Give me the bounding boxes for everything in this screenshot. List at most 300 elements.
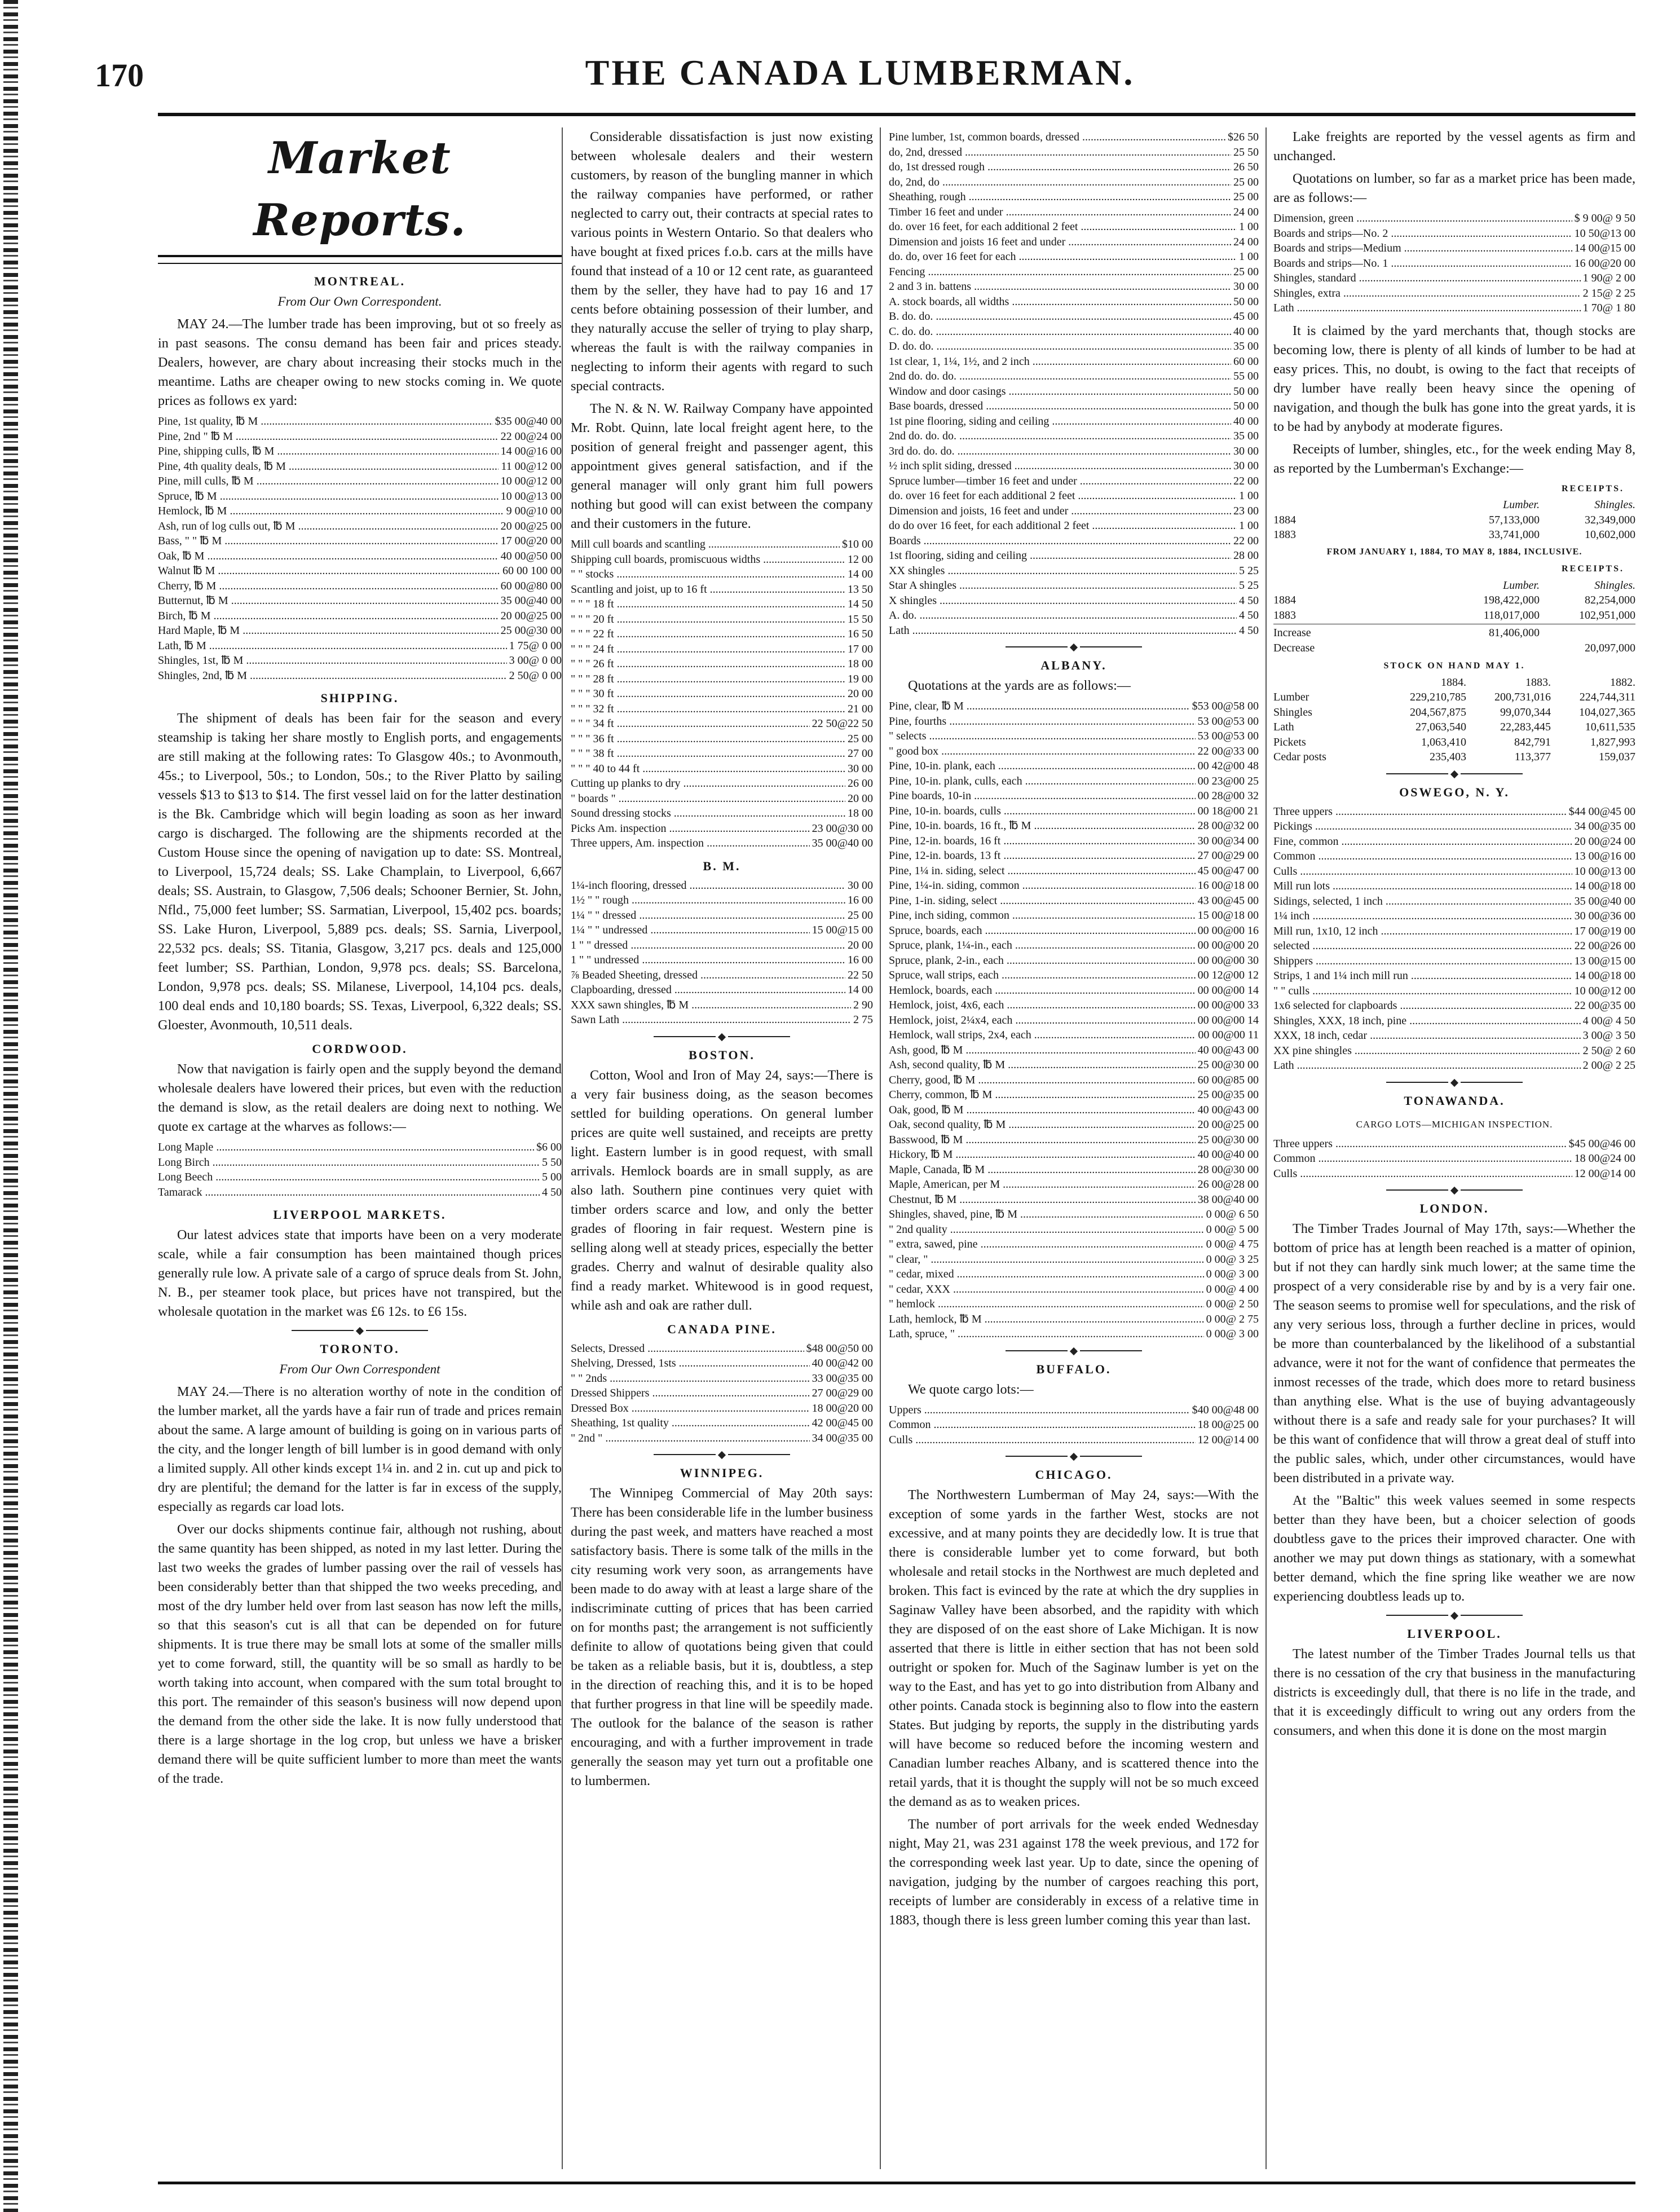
price-label: " " culls ..... [1273,984,1572,999]
price-row [571,836,873,851]
price-value: 43 00@45 00 [1197,894,1259,907]
price-row [1273,968,1635,984]
price-value: 19 00 [848,672,873,685]
price-label: Lath ..... [1273,301,1581,316]
price-value: 14 00 [848,568,873,580]
price-label: Shingles, 2nd, ℔ M ..... [158,668,507,684]
price-value: 20 00 [848,792,873,805]
cell-value: 200,731,016 [1494,691,1551,703]
price-row [889,1087,1259,1103]
price-label: Common ..... [889,1417,1196,1433]
price-row [889,474,1259,489]
price-row [158,504,562,519]
price-value: 9 00@10 00 [506,505,562,517]
price-row [1273,1166,1635,1182]
price-value: 20 00@25 00 [1197,1118,1259,1131]
price-value: $26 50 [1228,131,1259,143]
price-value: 50 00 [1233,295,1259,308]
price-value: 00 00@00 30 [1197,954,1259,967]
price-label: Shingles, 1st, ℔ M ..... [158,653,507,668]
price-value: 40 00@43 00 [1197,1103,1259,1116]
price-label: Pine, 1¼ in. siding, select ..... [889,863,1196,879]
price-row [158,623,562,638]
price-label: Three uppers, Am. inspection ..... [571,836,810,851]
price-label: Maple, Canada, ℔ M ..... [889,1162,1196,1178]
price-value: 30 00 [1233,444,1259,457]
price-value: 0 00@ 2 50 [1206,1298,1259,1310]
price-row [1273,879,1635,894]
price-row [571,1356,873,1371]
price-label: Pine, 10-in. boards, culls ..... [889,804,1196,819]
price-row [889,235,1259,250]
price-label: Pine, 10-in. plank, culls, each ..... [889,774,1196,789]
price-value: 30 00 [848,879,873,892]
price-row [889,1133,1259,1148]
price-value: 15 00@18 00 [1197,909,1259,922]
price-row [889,818,1259,834]
price-label: 2nd do. do. do. ..... [889,429,1231,444]
price-row [158,414,562,429]
price-row [889,563,1259,579]
price-label: Boards and strips—Medium ..... [1273,241,1572,256]
price-value: 10 00@13 00 [500,490,562,503]
price-label: Shingles, shaved, pine, ℔ M ..... [889,1207,1204,1222]
price-row [889,324,1259,340]
price-value: 0 00@ 6 50 [1206,1208,1259,1220]
price-row [889,953,1259,968]
price-row [158,668,562,684]
price-value: 10 00@13 00 [1574,865,1635,878]
price-row [571,732,873,747]
price-value: 4 50 [1239,609,1259,622]
price-label: " " " 30 ft ..... [571,686,845,702]
price-row [1273,924,1635,939]
cell-value: 10,602,000 [1585,528,1635,541]
price-value: 4 50 [1239,624,1259,637]
section-heading: TONAWANDA. [1404,1093,1505,1108]
price-label: Pine, 1¼-in. siding, common ..... [889,878,1196,893]
price-label: Three uppers ..... [1273,1136,1567,1152]
price-value: 11 00@12 00 [501,460,562,473]
price-value: $48 00@50 00 [806,1342,873,1355]
price-label: Uppers ..... [889,1403,1190,1418]
price-row [889,1117,1259,1133]
price-list [158,1140,562,1200]
price-value: 35 00@40 00 [812,837,873,849]
table-row [1273,527,1635,543]
price-row [889,488,1259,504]
price-value: 22 50@22 50 [812,717,873,730]
section-heading: CHICAGO. [1035,1468,1113,1482]
price-label: Three uppers ..... [1273,804,1567,819]
price-row [571,567,873,582]
price-value: 1 70@ 1 80 [1582,302,1635,314]
price-row [1273,1136,1635,1152]
price-value: 0 00@ 5 00 [1206,1223,1259,1236]
cell-value: 57,133,000 [1489,513,1540,526]
price-label: Pine, clear, ℔ M ..... [889,699,1190,714]
price-value: 14 50 [848,598,873,610]
section-heading: WINNIPEG. [680,1466,764,1480]
cell-value: 33,741,000 [1489,528,1540,541]
price-label: Dimension, green ..... [1273,211,1572,226]
price-label: do. over 16 feet, for each additional 2 feet ..... [889,219,1237,235]
price-list [889,699,1259,1342]
cell-value: 118,017,000 [1483,609,1540,622]
price-value: 45 00@47 00 [1197,864,1259,877]
paragraph: Over our docks shipments continue fair, although not rushing, about the same quantity has been shipped, as noted in my last letter. During the last two weeks the grades of lumber passing over the rail of vessels has been considerably better than that shipped the two weeks preceding, and most of the dry lumber held over from last season has now left the mills, so that this season's cut is all that can be depended on for future shipments. It is true there may be small lots at some of the smaller mills yet to come forward, still, the quantity will be so small as hardly to be worth taking into account, when compared with the sum total brought to this port. The remainder of this season's business will now depend upon the demand from the other side the lake. It is now fully understood that there is a large shortage in the log crop, but unless we have a brisker demand there will be quite sufficient lumber to more than meet the wants of the trade. [158,1522,562,1786]
cell-value: 229,210,785 [1410,691,1466,703]
price-row [571,582,873,597]
price-label: C. do. do. ..... [889,324,1231,340]
price-value: 15 00@15 00 [812,924,873,936]
price-value: 27 00@29 00 [812,1387,873,1399]
price-value: 25 00 [1233,191,1259,203]
price-list [889,130,1259,638]
price-row [571,746,873,761]
price-value: 30 00 [1233,280,1259,293]
price-label: Pine lumber, 1st, common boards, dressed ..... [889,130,1225,145]
price-value: 21 00 [848,702,873,715]
price-label: " " " 32 ft ..... [571,702,845,717]
price-label: Pine, 1-in. siding, select ..... [889,893,1196,909]
price-value: 17 00 [848,642,873,655]
price-value: $10 00 [842,538,873,550]
price-value: 30 00@34 00 [1197,834,1259,847]
price-row [889,459,1259,474]
price-value: 1 75@ 0 00 [509,639,562,652]
row-label: 1883 [1273,528,1296,541]
cell-value: 32,349,000 [1585,513,1635,526]
price-value: $45 00@46 00 [1568,1137,1635,1150]
price-value: $6 00 [536,1141,562,1153]
price-value: 60 00 [1233,355,1259,368]
cell-value: 27,063,540 [1416,721,1466,733]
row-label: 1884 [1273,594,1296,606]
price-label: Pine, 12-in. boards, 16 ft ..... [889,834,1196,849]
price-row [571,1386,873,1401]
price-row [571,686,873,702]
price-row [889,759,1259,774]
paragraph: We quote cargo lots:— [908,1381,1034,1397]
price-list [571,878,873,1028]
price-row [1273,286,1635,301]
price-value: 17 00@20 00 [500,535,562,547]
price-row [1273,938,1635,954]
price-label: Pine, mill culls, ℔ M ..... [158,474,499,489]
cell-value: 102,951,000 [1579,609,1635,622]
price-value: 12 00 [848,553,873,566]
price-value: 28 00 [1233,549,1259,562]
price-row [1273,998,1635,1014]
table-row [1273,735,1635,750]
price-value: 00 00@00 33 [1197,999,1259,1011]
price-value: 55 00 [1233,370,1259,382]
price-value: 40 00@42 00 [812,1357,873,1369]
price-label: XX shingles ..... [889,563,1237,579]
price-value: 22 50 [848,968,873,981]
price-row [889,294,1259,310]
price-label: XXX, 18 inch, cedar ..... [1273,1028,1581,1043]
paragraph: Cotton, Wool and Iron of May 24, says:—There is a very fair business doing, as the season becomes settled for building operations. On general lumber prices are quite well sustained, and receipts are pretty light. Eastern lumber is in good request, with small arrivals. Hemlock boards are in small supply, as are also lath. Southern pine continues very quiet with timber orders scarce and low, and only the better grades of flooring in fair request. Western pine is selling along well at steady prices, especially the better grades. Cherry and walnut of desirable quality also find a ready market. Whitewood is in good request, while ash and oak are rather dull. [571,1067,873,1313]
price-value: 10 50@13 00 [1574,227,1635,240]
price-label: Oak, good, ℔ M ..... [889,1103,1196,1118]
price-value: 40 00@43 00 [1197,1043,1259,1056]
price-row [158,459,562,474]
price-label: Ash, second quality, ℔ M ..... [889,1057,1196,1073]
price-value: 0 00@ 3 00 [1206,1268,1259,1280]
price-label: " " " 24 ft ..... [571,642,845,657]
price-row [889,548,1259,563]
price-value: 20 00@25 00 [500,609,562,622]
price-label: do, 1st dressed rough ..... [889,160,1231,175]
cell-value: 82,254,000 [1585,594,1635,606]
price-row [571,537,873,552]
price-row [889,130,1259,145]
price-row [1273,226,1635,241]
byline: From Our Own Correspondent. [277,294,442,309]
price-row [1273,271,1635,286]
price-row [889,1222,1259,1237]
price-row [571,953,873,968]
price-label: " " " 40 to 44 ft ..... [571,761,845,777]
price-label: Long Birch ..... [158,1155,540,1170]
price-label: Pine, 1st quality, ℔ M ..... [158,414,493,429]
subsection-heading: CORDWOOD. [312,1042,408,1056]
price-label: Selects, Dressed ..... [571,1341,804,1356]
price-label: Dimension and joists 16 feet and under ..... [889,235,1231,250]
price-row [889,279,1259,294]
price-value: 20 00 [848,938,873,951]
price-row [571,923,873,938]
price-row [158,534,562,549]
price-value: 60 00@85 00 [1197,1073,1259,1086]
price-row [158,549,562,564]
price-label: Tamarack ..... [158,1185,540,1200]
section-separator [158,1327,562,1334]
price-row [889,205,1259,220]
price-label: " " " 38 ft ..... [571,746,845,761]
price-row [1273,804,1635,819]
price-row [889,878,1259,893]
price-row [889,1252,1259,1267]
table-row [1273,593,1635,608]
price-label: Sheathing, rough ..... [889,190,1231,205]
section-separator [571,1451,873,1458]
price-list [1273,211,1635,316]
price-row [889,1282,1259,1297]
paragraph: The latest number of the Timber Trades Journal tells us that there is no cessation of the cry that business in the manufacturing districts is exceedingly dull, that there is no life in the trade, and that it is exceedingly difficult to wring out any orders from the consumers, and when this done it is done on the most margin [1273,1646,1635,1738]
price-label: Bass, " " ℔ M ..... [158,534,499,549]
price-value: 14 00@16 00 [500,445,562,457]
price-label: Birch, ℔ M ..... [158,609,499,624]
price-value: 5 00 [542,1171,562,1183]
cell-value: 842,791 [1514,735,1551,748]
price-value: 13 00@16 00 [1574,850,1635,862]
price-value: 28 00@30 00 [1197,1163,1259,1176]
price-value: 25 00@35 00 [1197,1089,1259,1101]
paragraph: MAY 24.—There is no alteration worthy of note in the condition of the lumber market, all the yards have a fair run of trade and prices remain about the same. A large amount of building is going on in various parts of the city, and the longer length of bill lumber is in good demand with only a limited supply. All other kinds except 1¼ in. and 2 in. cut up and pick to dry are plentiful; the demand for the latter is far in excess of the supply, especially as regards car load lots. [158,1384,562,1514]
price-label: Mill run lots ..... [1273,879,1572,894]
price-value: 2 00@ 2 25 [1582,1059,1635,1072]
price-label: Oak, ℔ M ..... [158,549,499,564]
price-row [889,1237,1259,1252]
price-value: 20 00@25 00 [500,519,562,532]
price-label: " " " 36 ft ..... [571,732,845,747]
price-row [889,1312,1259,1327]
price-row [158,429,562,444]
price-value: 60 00@80 00 [500,579,562,592]
price-value: 22 00 [1233,474,1259,487]
price-label: 3rd do. do. do. ..... [889,444,1231,459]
price-value: 10 00@12 00 [1574,984,1635,997]
price-label: Lath, hemlock, ℔ M ..... [889,1312,1204,1327]
price-row [571,821,873,836]
price-value: 16 50 [848,628,873,640]
price-label: A. do. ..... [889,608,1237,623]
price-label: " " 2nds ..... [571,1371,810,1386]
price-value: $40 00@48 00 [1192,1403,1259,1416]
price-label: Ash, run of log culls out, ℔ M ..... [158,519,499,534]
paragraph: The number of port arrivals for the week ended Wednesday night, May 21, was 231 against 178 the week previous, and 172 for the corresponding week last year. Up to date, since the opening of navigation, judging by the number of cargoes reaching this port, receipts of lumber are considerably in excess of a relative time in 1883, though there is less green lumber coming this year than last. [889,1817,1259,1928]
table-row [1273,513,1635,528]
price-row [889,968,1259,983]
price-row [571,908,873,923]
price-row [889,1207,1259,1222]
price-value: 16 00@20 00 [1574,257,1635,270]
price-row [889,804,1259,819]
price-label: Boards and strips—No. 2 ..... [1273,226,1572,241]
price-label: Culls ..... [889,1433,1196,1448]
price-row [889,908,1259,923]
price-row [889,863,1259,879]
section-separator [1273,770,1635,777]
price-value: 26 00 [848,777,873,790]
price-label: Hemlock, joist, 4x6, each ..... [889,998,1196,1013]
price-row [571,627,873,642]
price-value: 14 00@18 00 [1574,880,1635,892]
paragraph: The Timber Trades Journal of May 17th, says:—Whether the bottom of price has at length been reached is a matter of opinion, but if not they can hardly sink much lower; at the same time the prospect of a very considerable rise by and by is a very fair one. The season seems to promise well for speculations, and the risk of any very serious loss, through a further decline in prices, would be more than counterbalanced by the likelihood of a substantial advance, were it not for the want of confidence that permeates the inmost recesses of the trade, which does more to retard business than anything else. What is the use of buying advantageously without there is a safe and ready sale for your purchases? It will be this want of confidence that will throw a great deal of stuff into the public sales, which, under other circumstances, would have been distributed in a private way. [1273,1221,1635,1486]
column-1 [158,127,562,2172]
cell-value: 99,070,344 [1500,706,1551,719]
price-label: Cutting up planks to dry ..... [571,776,845,791]
price-value: 18 00@25 00 [1197,1418,1259,1431]
price-label: Common ..... [1273,849,1572,864]
price-value: 18 00@24 00 [1574,1152,1635,1165]
price-label: Pickings ..... [1273,819,1572,834]
price-row [889,774,1259,789]
price-value: $53 00@58 00 [1192,700,1259,712]
price-row [889,1057,1259,1073]
price-value: 00 00@00 14 [1197,984,1259,997]
price-label: Shippers ..... [1273,954,1572,969]
price-label: Chestnut, ℔ M ..... [889,1192,1196,1208]
price-value: 24 00 [1233,205,1259,218]
price-label: do, 2nd, dressed ..... [889,145,1231,160]
price-label: Maple, American, per M ..... [889,1177,1196,1192]
cell-value: 224,744,311 [1579,691,1635,703]
price-label: Hard Maple, ℔ M ..... [158,623,499,638]
section-separator [889,1347,1259,1354]
price-label: D. do. do. ..... [889,339,1231,354]
price-value: 12 00@14 00 [1197,1433,1259,1446]
price-value: 00 42@00 48 [1197,760,1259,772]
price-label: Pine, inch siding, common ..... [889,908,1196,923]
subsection-heading: SHIPPING. [320,691,399,705]
price-label: 1¼ " " undressed ..... [571,923,810,938]
price-label: XXX sawn shingles, ℔ M ..... [571,998,851,1013]
price-label: do. over 16 feet for each additional 2 feet ..... [889,488,1237,504]
price-label: Shipping cull boards, promiscuous widths ..... [571,552,845,567]
paragraph: The shipment of deals has been fair for the season and every steamship is taking her share mostly to English ports, and engagements are still making at the following rates: To Glasgow 40s.; to Avonmouth, 45s.; to Liverpool, 50s.; to London, 50s.; to the River Platto by sailing vessels $13 to $13 to $14. The first vessel laid on for the latter destination is the Bk. Cambridge which will begin loading as soon as her inward cargo is discharged. The following are the shipments recorded at the Custom House since the opening of navigation up to date: SS. Montreal, to Liverpool, 15,724 deals; SS. Lake Champlain, to Liverpool, 6,667 deals; SS. Austrain, to Glasgow, 7,506 deals; Schooner Bernier, St. John, Nfld., 75,000 feet lumber; SS. Sarmatian, Liverpool, 15,402 pcs. boards; SS. Lake Huron, Liverpool, 5,889 pcs. deals; SS. Sarnia, Liverpool, 22,532 pcs. deals; SS. Titania, Glasgow, 3,217 pcs. deals and 125,000 feet lumber; SS. Parthian, London, 9,978 pcs. deals; SS. Barcelona, London, 9,978 pcs. deals; SS. Milanese, Liverpool, 14,104 pcs. deals, 100 deal ends and 10,180 boards; SS. Texas, Liverpool, 6,322 deals; SS. Gloester, Avonmouth, 10,511 deals. [158,711,562,1033]
price-label: " " " 18 ft ..... [571,597,845,612]
price-row [158,1155,562,1170]
price-value: 53 00@53 00 [1197,715,1259,728]
price-row [889,788,1259,804]
price-label: Pine, fourths ..... [889,714,1196,729]
price-label: Hickory, ℔ M ..... [889,1147,1196,1162]
price-row [889,998,1259,1013]
price-label: " clear, " ..... [889,1252,1204,1267]
price-label: Dressed Shippers ..... [571,1386,810,1401]
price-row [889,309,1259,324]
price-value: $ 9 00@ 9 50 [1574,212,1635,224]
price-row [571,1341,873,1356]
price-row [571,938,873,953]
price-row [889,1028,1259,1043]
price-row [571,656,873,672]
price-value: 00 18@00 21 [1197,804,1259,817]
masthead-rule [158,255,562,264]
price-value: 22 00@33 00 [1197,744,1259,757]
receipts-header: Lumber. Shingles. [1502,499,1635,511]
header-rule [158,113,1635,116]
price-value: 60 00 100 00 [502,565,562,577]
range-label: FROM JANUARY 1, 1884, TO MAY 8, 1884, INCLUSIVE. [1326,547,1582,557]
price-label: 1x6 selected for clapboards ..... [1273,998,1572,1014]
price-label: Long Beech ..... [158,1170,540,1185]
price-list [571,1341,873,1446]
price-value: 2 50@ 2 60 [1582,1044,1635,1057]
price-row [1273,864,1635,879]
price-label: 1¼ " " dressed ..... [571,908,845,923]
price-label: Shingles, extra ..... [1273,286,1581,301]
price-row [889,444,1259,459]
price-value: 16 00 [848,894,873,906]
price-row [889,1297,1259,1312]
price-label: Star A shingles ..... [889,578,1237,593]
table-row [1273,750,1635,765]
price-value: 34 00@35 00 [812,1431,873,1444]
price-value: 26 00@28 00 [1197,1178,1259,1191]
price-label: " " " 20 ft ..... [571,612,845,627]
price-value: 25 00 [848,909,873,922]
price-row [1273,241,1635,256]
binding-edge [3,0,18,2212]
section-separator [1273,1079,1635,1086]
price-value: 12 00@14 00 [1574,1167,1635,1180]
price-value: 24 00 [1233,235,1259,248]
cell-value: 198,422,000 [1483,594,1540,606]
price-value: 18 00 [848,658,873,670]
price-row [571,761,873,777]
price-label: XX pine shingles ..... [1273,1043,1581,1059]
price-label: Long Maple ..... [158,1140,534,1155]
price-row [889,834,1259,849]
price-row [571,982,873,998]
price-label: Window and door casings ..... [889,384,1231,399]
price-label: 1¼-inch flooring, dressed ..... [571,878,845,893]
